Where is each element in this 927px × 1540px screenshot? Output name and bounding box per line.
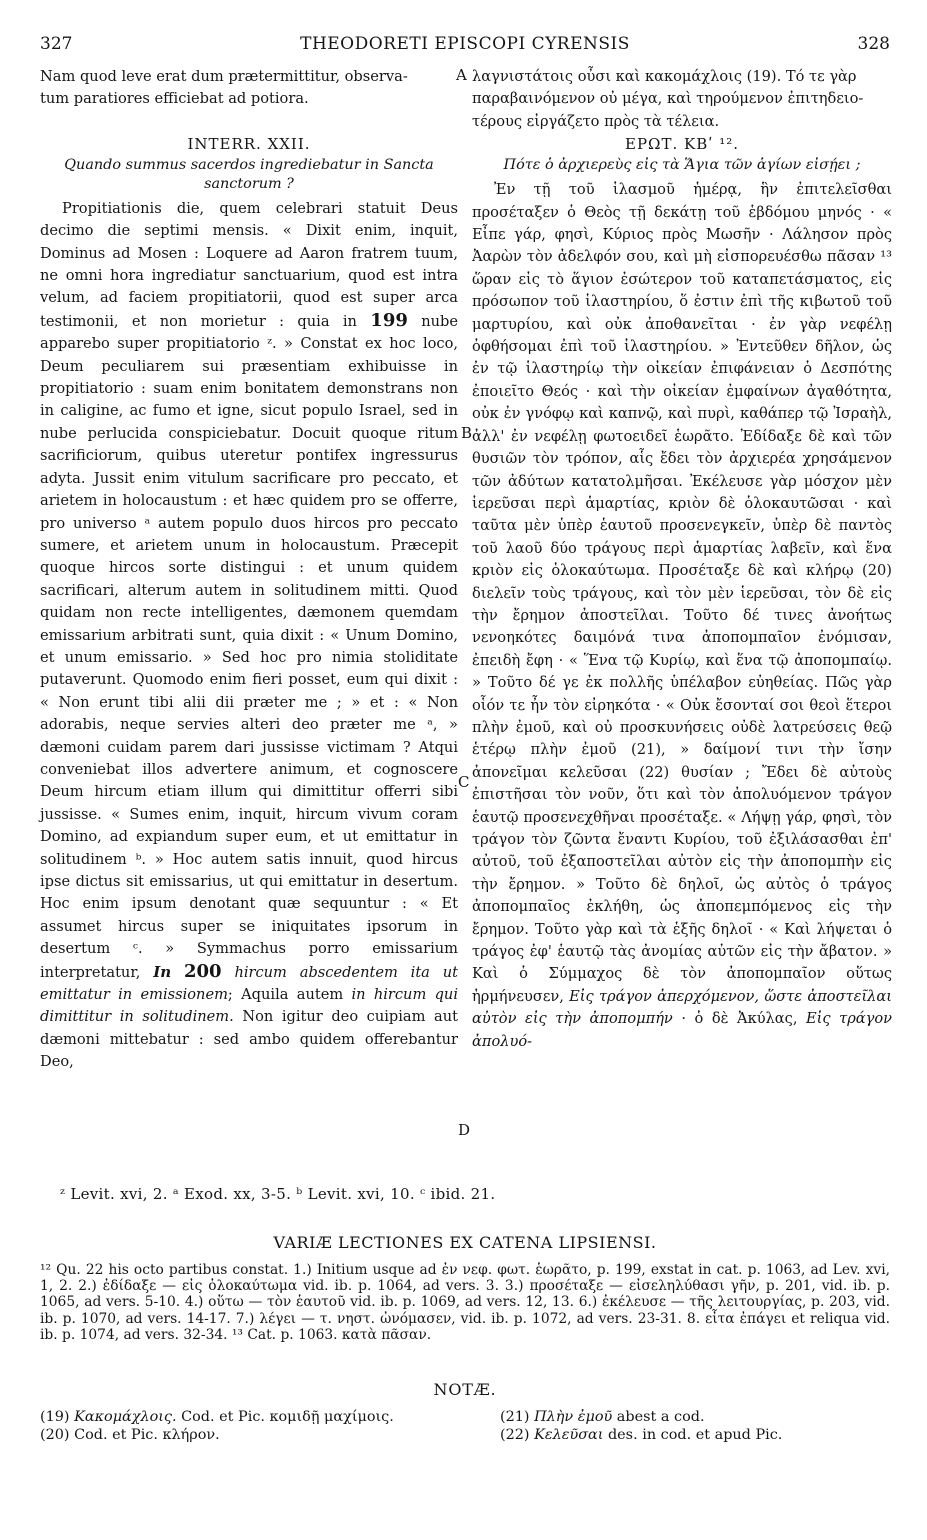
note-text: des. in cod. et apud Pic. <box>603 1427 783 1443</box>
latin-italic-quote: hircum abscedentem ita ut emittatur in emissionem <box>40 963 459 1004</box>
note-21 <box>500 1408 890 1426</box>
scripture-footnotes: ᶻ Levit. xvi, 2. ᵃ Exod. xx, 3-5. ᵇ Levit. xvi, 10. ᶜ ibid. 21. <box>60 1185 496 1203</box>
greek-question-heading: ΕΡΩΤ. ΚΒʹ ¹². <box>625 135 739 154</box>
column-number-200: 200 <box>184 960 222 982</box>
running-header <box>40 34 890 56</box>
in-label: In <box>153 962 172 981</box>
greek-intro-line: λαγνιστάτοις οὖσι καὶ κακομάχλοις (19). Τό τε γὰρ <box>472 68 857 85</box>
column-marker-c: C <box>458 773 470 791</box>
latin-intro-line: Nam quod leve erat dum prætermittitur, observa- <box>40 68 408 85</box>
running-title: THEODORETI EPISCOPI CYRENSIS <box>300 34 630 54</box>
greek-italic-quote: Εἰς τράγον ἀπολυό- <box>472 1010 893 1050</box>
greek-intro-line: παραβαινόμενον οὐ μέγα, καὶ τηρούμενον ἐπιτηδειο- <box>472 90 864 108</box>
note-lemma: Κελεῦσαι <box>534 1427 604 1443</box>
column-marker-d: D <box>458 1121 471 1139</box>
greek-column <box>472 66 892 1053</box>
greek-text: · ὁ δὲ Ἀκύλας, <box>672 1010 807 1028</box>
note-22 <box>500 1426 890 1444</box>
latin-text: Non igitur deo cuipiam aut dæmoni mittebatur : sed ambo quidem offerebantur Deo, <box>40 1008 458 1071</box>
notes-left-column <box>40 1408 460 1444</box>
latin-text: ; Aquila autem <box>227 986 344 1004</box>
spacer <box>40 111 458 133</box>
note-number: (21) <box>500 1409 530 1425</box>
column-number-199: 199 <box>370 309 408 331</box>
page-number-left: 327 <box>40 34 73 54</box>
page-number-right: 328 <box>857 34 890 54</box>
latin-question: Quando summus sacerdos ingrediebatur in Sancta sanctorum ? <box>64 156 434 192</box>
greek-text: Ἐν τῇ τοῦ ἱλασμοῦ ἡμέρᾳ, ἣν ἐπιτελεῖσθαι προσέταξεν ὁ Θεὸς τῇ δεκάτῃ τοῦ ἑβδόμου μηνός · « Εἶπε γάρ, φησὶ, Κύριος πρὸς Μωσῆν · Λάλησον πρὸς Ἀαρὼν τὸν ἀδελφόν σου, καὶ μὴ εἰσπορευέσθω πᾶσαν ¹³ ὥραν εἰς τὸ ἅγιον ἐσώτερον τοῦ καταπετάσματος, εἰς πρόσωπον τοῦ ἱλαστηρίου, ὅ ἐστιν ἐπὶ τῆς κιβωτοῦ τοῦ μαρτυρίου, καὶ οὐκ ἀποθανεῖται · ἐν γὰρ νεφέλῃ ὀφθήσομαι ἐπὶ τοῦ ἱλαστηρίου. » Ἐντεῦθεν δῆλον, ὡς ἐν τῷ ἱλαστηρίῳ τὴν οἰκείαν ἐπιφάνειαν ὁ Δεσπότης ἐποιεῖτο Θεός · καὶ τὴν οἰκείαν ἐμφαίνων ἀγαθότητα, οὐκ ἐν γνόφῳ καὶ καπνῷ, καὶ πυρὶ, καθάπερ τῷ Ἰσραὴλ, ἀλλ' ἐν νεφέλῃ φωτοειδεῖ ἑωρᾶτο. Ἐδίδαξε δὲ καὶ τῶν θυσιῶν τὸν τρόπον, αἷς ἔδει τὸν ἀρχιερέα χρησάμενον τῶν ἀδύτων κατατολμῆσαι. Ἐκέλευσε γὰρ μόσχον μὲν ἱερεῦσαι περὶ ἁμαρτίας, κριὸν δὲ ὁλοκαυτῶσαι · καὶ ταῦτα μὲν ὑπὲρ ἑαυτοῦ προσενεγκεῖν, ὑπὲρ δὲ παντὸς τοῦ λαοῦ δύο τράγους περὶ ἁμαρτίας λαβεῖν, καὶ ἕνα κριὸν εἰς ὁλοκαύτωμα. Προσέταξε δὲ καὶ κλήρῳ (20) διελεῖν τοὺς τράγους, καὶ τὸν μὲν ἱερεῦσαι, τὸν δὲ εἰς τὴν ἔρημον ἀποστεῖλαι. Τοῦτο δέ τινες ἀνοήτως νενοηκότες δαιμόνά τινα ἀποπομπαῖον ἐνόμισαν, ἐπειδὴ ἔφη · « Ἕνα τῷ Κυρίῳ, καὶ ἕνα τῷ ἀποπομπαίῳ. » Τοῦτο δέ γε ἐκ πολλῆς ὑπέλαβον εὐηθείας. Πῶς γὰρ οἷόν τε ἦν τὸν εἰρηκότα · « Οὐκ ἔσονταί σοι θεοὶ ἕτεροι πλὴν ἐμοῦ, καὶ οὐ προσκυνήσεις οὐδὲ λατρεύσεις θεῷ ἑτέρῳ πλὴν ἐμοῦ (21), » δαίμονί τινι τὴν ἴσην ἀπονεῖμαι κελεῦσαι (22) θυσίαν ; Ἔδει δὲ αὐτοὺς ἐπιστῆσαι τὸν νοῦν, ὅτι καὶ τὸν ἀπολυόμενον τράγον ἑαυτῷ προσενεχθῆναι προσέταξε. « Λήψῃ γάρ, φησὶ, τὸν τράγον τὸν ζῶντα ἔναντι Κυρίου, τοῦ ἐξιλάσασθαι ἐπ' αὐτοῦ, τοῦ ἐξαποστεῖλαι αὐτὸν εἰς τὴν ἀποπομπὴν εἰς τὴν ἔρημον. » Τοῦτο δὲ δηλοῖ, ὡς αὐτὸς ὁ τράγος ἀποπομπαῖος ἐκλήθη, ὡς ἀποπεμπόμενος εἰς τὴν ἔρημον. Τοῦτο γὰρ καὶ τὰ ἑξῆς δηλοῖ · « Καὶ λήψεται ὁ τράγος ἐφ' ἑαυτῷ τὰς ἀνομίας αὐτῶν εἰς τὴν ἄβατον. » Καὶ ὁ Σύμμαχος δὲ τὸν ἀποπομπαῖον οὕτως ἡρμήνευσεν, <box>472 181 892 1005</box>
greek-italic-quote: Εἰς τράγον ἀπερχόμενον, ὥστε ἀποστεῖλαι αὐτὸν εἰς τὴν ἀποπομπήν <box>472 987 892 1028</box>
greek-answer-paragraph <box>472 179 892 1053</box>
note-number: (19) <box>40 1409 70 1425</box>
note-lemma: Κακομάχλοις. <box>74 1409 177 1425</box>
note-text: Cod. et Pic. κομιδῇ μαχίμοις. <box>176 1409 394 1425</box>
note-20: (20) Cod. et Pic. κλήρον. <box>40 1427 220 1443</box>
varia-lectiones-heading: VARIÆ LECTIONES EX CATENA LIPSIENSI. <box>273 1233 657 1252</box>
latin-question-heading: INTERR. XXII. <box>187 134 311 153</box>
latin-text: nube apparebo super propitiatorio ᶻ. » Constat ex hoc loco, Deum peculiarem sui præsentiam exhibuisse in propitiatorio : suam enim bonitatem demonstrans non in caligine, ac fumo et igne, sicut populo Israel, sed in nube perlucida conspiciebatur. Docuit quoque ritum sacrificiorum, quibus uteretur pontifex ingressurus adyta. Jussit enim vitulum sacrificare pro peccato, et arietem in holocaustum : et hæc quidem pro se offerre, pro universo ᵃ autem populo duos hircos pro peccato sumere, et arietem unum in holocaustum. Præcepit quoque hircos sorte distingui : et unum quidem sacrificari, alterum autem in solitudinem mitti. Quod quidam non recte intelligentes, dæmonem quemdam emissarium arbitrati sunt, quia dixit : « Unum Domino, et unum emissario. » Sed hoc pro nimia stoliditate putaverunt. Quomodo enim fieri posset, eum qui dixit : « Non erunt tibi alii dii præter me ; » et : « Non adorabis, neque servies alteri deo præter me ᵃ, » dæmoni cuidam parem dari jussisse victimam ? Atqui conveniebat illos advertere animum, et cognoscere Deum hircum etiam illum qui dimittitur offerri sibi jussisse. « Sumes enim, inquit, hircum vivum coram Domino, ad expiandum super eum, et ut emittatur in solitudinem ᵇ. » Hoc autem satis innuit, quod hircus ipse dictus sit emissarius, ut qui emittatur in desertum. Hoc enim ipsum denotant quæ sequuntur : « Et assumet hircus super se iniquitates ipsorum in desertum ᶜ. » Symmachus porro emissarium interpretatur, <box>40 312 459 981</box>
latin-italic-quote: in hircum qui dimittitur in solitudinem. <box>40 986 458 1026</box>
greek-intro-line: τέρους εἰργάζετο πρὸς τὰ τέλεια. <box>472 112 720 130</box>
greek-question: Πότε ὁ ἀρχιερεὺς εἰς τὰ Ἅγια τῶν ἁγίων εἰσῄει ; <box>503 157 861 174</box>
notes-right-column <box>500 1408 890 1444</box>
latin-text: Propitiationis die, quem celebrari statuit Deus decimo die septimi mensis. « Dixit enim, inquit, Dominus ad Mosen : Loquere ad Aaron fratrem tuum, ne omni hora ingrediatur sanctuarium, quod est intra velum, ad faciem propitiatorii, quod est super arca testimonii, et non morietur : quia in <box>40 199 458 330</box>
column-marker-a: A <box>456 66 467 84</box>
varia-paragraph: ¹² Qu. 22 his octo partibus constat. 1.) Initium usque ad ἐν νεφ. φωτ. ἑωρᾶτο, p. 199, exstat in cat. p. 1063, ad Lev. xvi, 1, 2. 2.) ἐδίδαξε — εἰς ὁλοκαύτωμα vid. ib. p. 1064, ad vers. 3. 3.) προσέταξε — εἰσεληλύθασι γῆν, p. 201, vid. ib. p. 1065, ad vers. 5-10. 4.) οὕτω — τὸν ἑαυτοῦ vid. ib. p. 1069, ad vers. 12, 13. 6.) ἐκέλευσε — τῆς λειτουργίας, p. 203, vid. ib. p. 1070, ad vers. 14-17. 7.) λέγει — τ. νηστ. ὠνόμασεν, vid. ib. p. 1072, ad vers. 23-31. 8. εἶτα ἐπάγει et reliqua vid. ib. p. 1074, ad vers. 32-34. ¹³ Cat. p. 1063. κατὰ πᾶσαν. <box>40 1262 890 1343</box>
note-number: (22) <box>500 1427 530 1443</box>
note-lemma: Πλὴν ἐμοῦ <box>534 1409 613 1425</box>
latin-intro-line: tum paratiores efficiebat ad potiora. <box>40 90 309 108</box>
latin-answer-paragraph <box>40 198 458 1074</box>
notae-heading: NOTÆ. <box>433 1380 497 1399</box>
note-19 <box>40 1408 460 1426</box>
note-text: abest a cod. <box>612 1409 705 1425</box>
column-marker-b: B <box>461 424 473 442</box>
latin-column <box>40 66 458 1074</box>
varia-lectiones-text <box>40 1262 890 1343</box>
